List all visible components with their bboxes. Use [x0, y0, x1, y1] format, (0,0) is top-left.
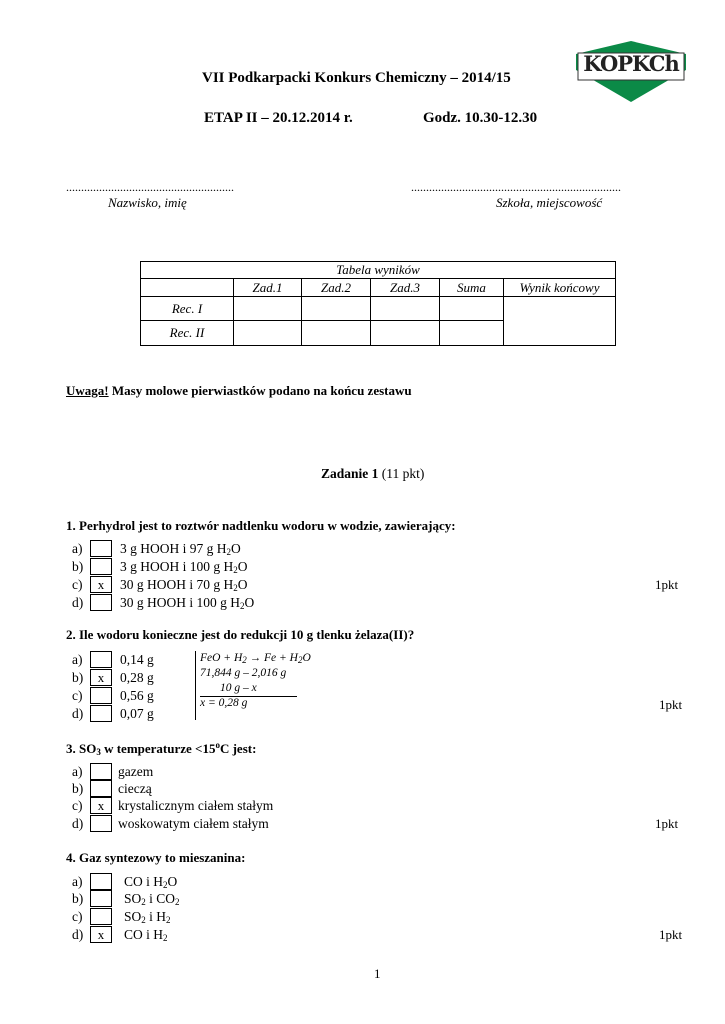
col-header: Zad.2: [302, 279, 371, 297]
task-title: [321, 466, 424, 482]
option-text: $SO_2$ i $CO_2$: [124, 891, 180, 907]
option-letter: a): [72, 874, 83, 889]
option-letter: c): [72, 798, 83, 813]
calc-result: x = 0,28 g: [200, 697, 248, 709]
score-cell[interactable]: [302, 297, 371, 321]
calc-divider: [195, 651, 196, 720]
option-text: 30 g HOOH i 70 g $H_2O$: [120, 577, 248, 593]
option-text: 3 g HOOH i 100 g $H_2O$: [120, 559, 248, 575]
answer-checkbox[interactable]: [90, 540, 112, 557]
option-text: $SO_2$ i $H_2$: [124, 909, 171, 925]
option-letter: d): [72, 927, 84, 942]
exam-time: Godz. 10.30-12.30: [423, 110, 538, 126]
question-4-text: 4. Gaz syntezowy to mieszanina:: [66, 850, 246, 865]
option-letter: b): [72, 891, 84, 906]
option-letter: a): [72, 652, 83, 667]
name-label: Nazwisko, imię: [108, 195, 187, 210]
exam-title: VII Podkarpacki Konkurs Chemiczny – 2014/15: [202, 70, 511, 86]
q3-points: 1pkt: [655, 816, 679, 831]
score-cell[interactable]: [371, 297, 440, 321]
question-1-text: 1. Perhydrol jest to roztwór nadtlenku wodoru w wodzie, zawierający:: [66, 518, 456, 533]
results-table-corner: [141, 279, 234, 297]
answer-checkbox[interactable]: [90, 651, 112, 668]
answer-checkbox[interactable]: [90, 594, 112, 611]
answer-checkbox[interactable]: [90, 763, 112, 780]
q2-points: 1pkt: [659, 697, 683, 712]
note-prefix: Uwaga!: [66, 383, 109, 398]
question-2-text: 2. Ile wodoru konieczne jest do redukcji 10 g tlenku żelaza(II)?: [66, 627, 415, 642]
score-cell[interactable]: [234, 297, 302, 321]
option-text: CO i $H_2$: [124, 927, 168, 943]
option-text: CO i $H_2O$: [124, 874, 178, 890]
exam-stage: ETAP II – 20.12.2014 r.: [204, 110, 353, 126]
answer-checkbox[interactable]: [90, 908, 112, 925]
option-text: 0,14 g: [120, 652, 154, 667]
answer-checkbox[interactable]: x: [90, 797, 112, 814]
answer-checkbox[interactable]: x: [90, 669, 112, 686]
option-text: 0,07 g: [120, 706, 154, 721]
option-letter: c): [72, 577, 83, 592]
option-letter: d): [72, 595, 84, 610]
calc-line: 71,844 g – 2,016 g: [200, 667, 287, 679]
q4-points: 1pkt: [659, 927, 683, 942]
col-header: Suma: [440, 279, 504, 297]
question-3-text: 3. $SO_3$ w temperaturze $<15^oC$ jest:: [66, 740, 257, 757]
kopkch-logo: [572, 40, 690, 104]
option-letter: c): [72, 909, 83, 924]
answer-checkbox[interactable]: x: [90, 926, 112, 943]
option-text: gazem: [118, 764, 154, 779]
option-text: 3 g HOOH i 97 g $H_2O$: [120, 541, 241, 557]
option-text: 0,28 g: [120, 670, 154, 685]
school-label: Szkoła, miejscowość: [496, 195, 603, 210]
page-number: 1: [374, 966, 381, 981]
option-letter: a): [72, 764, 83, 779]
option-letter: b): [72, 559, 84, 574]
option-letter: b): [72, 670, 84, 685]
answer-checkbox[interactable]: [90, 890, 112, 907]
option-letter: c): [72, 688, 83, 703]
option-text: woskowatym ciałem stałym: [118, 816, 269, 831]
answer-checkbox[interactable]: [90, 705, 112, 722]
answer-checkbox[interactable]: x: [90, 576, 112, 593]
option-text: 0,56 g: [120, 688, 154, 703]
q1-points: 1pkt: [655, 577, 679, 592]
logo-text: KOPKCh: [583, 51, 679, 76]
school-dots: ......................................................................: [411, 180, 621, 194]
score-cell[interactable]: [371, 321, 440, 346]
col-header: Zad.3: [371, 279, 440, 297]
col-header: Zad.1: [234, 279, 302, 297]
score-cell[interactable]: [440, 297, 504, 321]
option-letter: a): [72, 541, 83, 556]
results-table: [140, 261, 616, 346]
results-table-caption: Tabela wyników: [141, 262, 616, 279]
option-text: cieczą: [118, 781, 152, 796]
answer-checkbox[interactable]: [90, 558, 112, 575]
score-cell[interactable]: [302, 321, 371, 346]
final-score-cell[interactable]: [504, 297, 616, 346]
name-dots: ........................................................: [66, 180, 234, 194]
option-text: 30 g HOOH i 100 g $H_2O$: [120, 595, 255, 611]
option-text: krystalicznym ciałem stałym: [118, 798, 274, 813]
score-cell[interactable]: [440, 321, 504, 346]
col-header: Wynik końcowy: [504, 279, 616, 297]
option-letter: b): [72, 781, 84, 796]
note: [66, 383, 412, 399]
calc-equation: FeO + $H_2 \to Fe + H_2O$: [200, 652, 311, 665]
task-name: Zadanie 1: [321, 466, 379, 481]
answer-checkbox[interactable]: [90, 873, 112, 890]
note-text: Masy molowe pierwiastków podano na końcu zestawu: [108, 383, 412, 398]
score-cell[interactable]: [234, 321, 302, 346]
answer-checkbox[interactable]: [90, 815, 112, 832]
option-letter: d): [72, 706, 84, 721]
row-header: Rec. II: [141, 321, 234, 346]
task-points: (11 pkt): [378, 466, 425, 481]
row-header: Rec. I: [141, 297, 234, 321]
answer-checkbox[interactable]: [90, 780, 112, 797]
answer-checkbox[interactable]: [90, 687, 112, 704]
option-letter: d): [72, 816, 84, 831]
calc-line: 10 g – x: [220, 682, 257, 694]
